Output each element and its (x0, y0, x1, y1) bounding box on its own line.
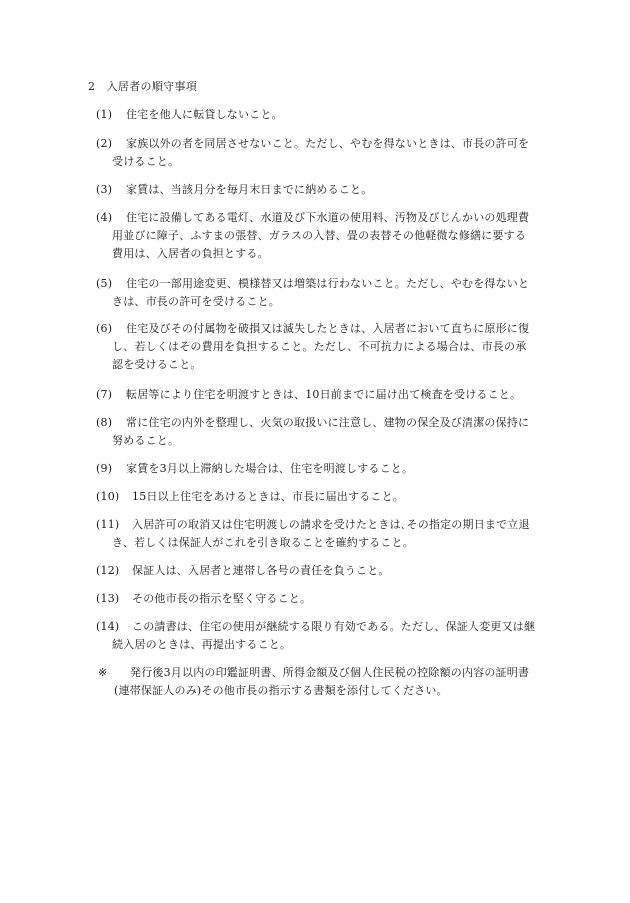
rule-item-6 (96, 320, 556, 374)
item-text: 転居等により住宅を明渡すときは、10日前までに届け出て検査を受けること。 (126, 388, 522, 401)
item-number: (9) (96, 462, 113, 475)
item-number: (2) (96, 137, 113, 150)
item-text: この請書は、住宅の使用が継続する限り有効である。ただし、保証人変更又は継 続入居のときは、再提出すること。 (112, 620, 536, 651)
item-number: (3) (96, 183, 113, 196)
item-text: 保証人は、入居者と連帯し各号の責任を負うこと。 (132, 564, 390, 577)
rule-item-8 (96, 414, 556, 450)
item-text: その他市長の指示を堅く守ること。 (132, 592, 312, 605)
item-number: (6) (96, 322, 113, 335)
item-text: 常に住宅の内外を整理し、火気の取扱いに注意し、建物の保全及び清潔の保持に 努めること。 (112, 416, 530, 447)
attachment-note (98, 664, 556, 700)
section-heading (88, 80, 197, 94)
item-text: 15日以上住宅をあけるときは、市長に届出すること。 (132, 490, 404, 503)
item-number: (7) (96, 388, 113, 401)
note-text: 発行後3月以内の印鑑証明書、所得金額及び個人住民税の控除額の内容の証明書 (連帯保証人のみ)その他市長の指示する書類を添付してください。 (114, 666, 530, 697)
item-number: (12) (96, 564, 120, 577)
rule-item-13 (96, 590, 556, 608)
item-number: (8) (96, 416, 113, 429)
item-number: (5) (96, 277, 113, 290)
rule-item-3 (96, 181, 556, 199)
item-number: (4) (96, 211, 113, 224)
item-text: 入居許可の取消又は住宅明渡しの請求を受けたときは､その指定の期日まで立退 き、若しくは保証人がこれを引き取ることを確約すること。 (112, 518, 530, 549)
rule-item-1 (96, 106, 556, 124)
item-number: (11) (96, 518, 120, 531)
item-text: 家族以外の者を同居させないこと。ただし、やむを得ないときは、市長の許可を 受けること。 (112, 137, 530, 168)
rule-item-4 (96, 209, 556, 263)
item-number: (13) (96, 592, 120, 605)
section-number: 2 (88, 80, 96, 93)
rule-item-7 (96, 386, 556, 404)
item-text: 住宅を他人に転貸しないこと。 (126, 108, 283, 121)
rule-item-2 (96, 135, 556, 171)
reference-mark: ※ (98, 666, 108, 679)
item-text: 住宅の一部用途変更、模様替又は増築は行わないこと。ただし、やむを得ないと きは、市長の許可を受けること。 (112, 277, 530, 308)
rule-item-11 (96, 516, 556, 552)
item-text: 住宅及びその付属物を破損又は滅失したときは、入居者において直ちに原形に復 し、若しくはその費用を負担すること。ただし、不可抗力による場合は、市長の承 認を受けること。 (112, 322, 530, 371)
item-number: (14) (96, 620, 120, 633)
rule-item-10 (96, 488, 556, 506)
rule-item-9 (96, 460, 556, 478)
rule-item-5 (96, 275, 556, 311)
section-title: 入居者の順守事項 (106, 80, 198, 93)
item-number: (10) (96, 490, 120, 503)
item-number: (1) (96, 108, 113, 121)
item-text: 住宅に設備してある電灯、水道及び下水道の使用料、汚物及びじんかいの処理費 用並びに障子、ふすまの張替、ガラスの入替、畳の表替その他軽微な修繕に要する 費用は、入居者の負担とする。 (112, 211, 530, 260)
item-text: 家賃は、当該月分を毎月末日までに納めること。 (126, 183, 373, 196)
rule-item-12 (96, 562, 556, 580)
item-text: 家賃を3月以上滞納した場合は、住宅を明渡しすること。 (126, 462, 414, 475)
rule-item-14 (96, 618, 556, 654)
